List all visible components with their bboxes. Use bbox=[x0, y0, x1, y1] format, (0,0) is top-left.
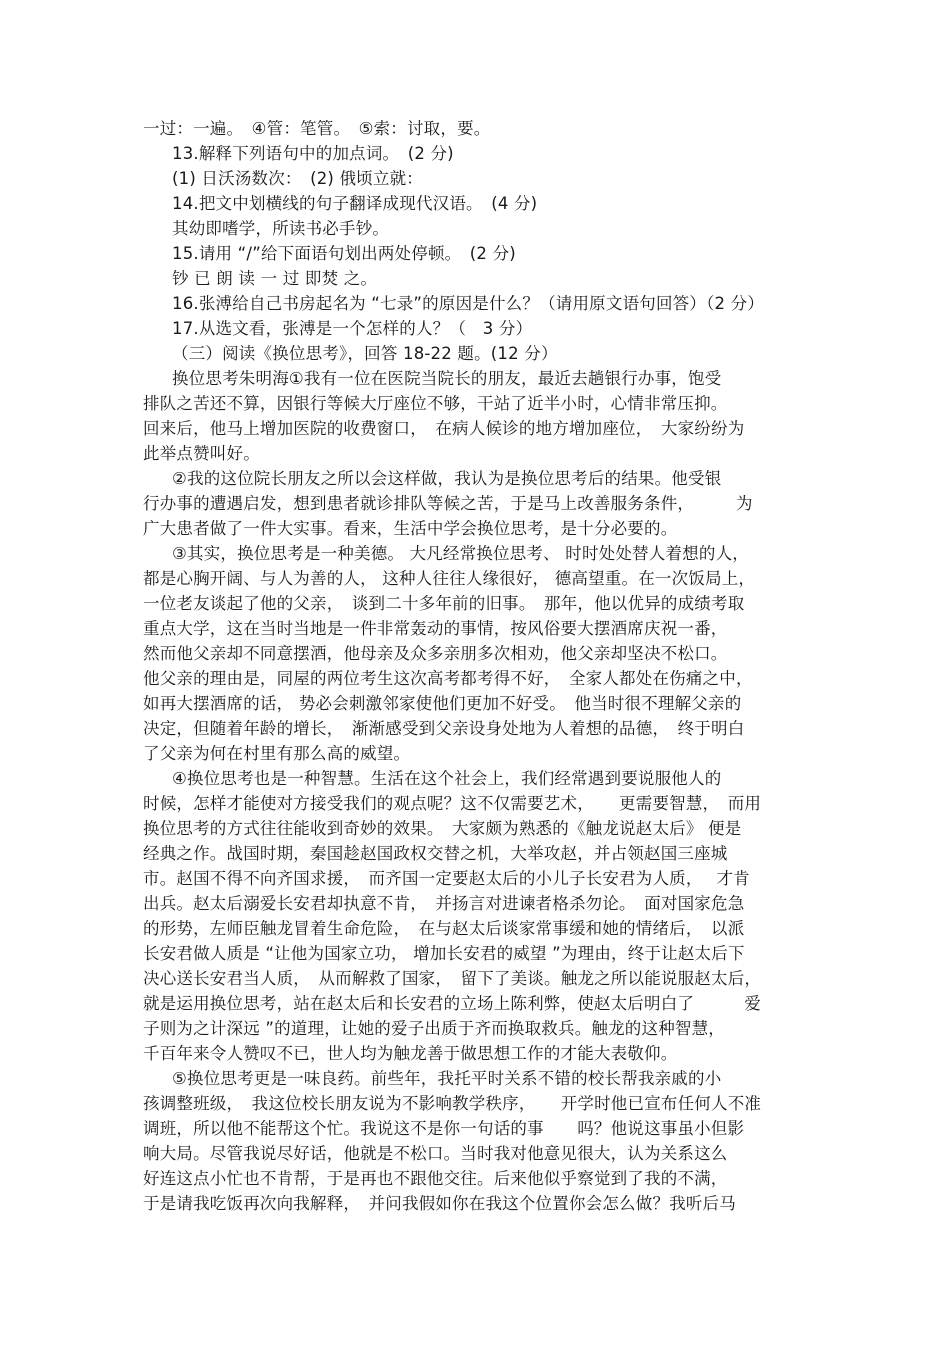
paragraph-line: 排队之苦还不算，因银行等候大厅座位不够，干站了近半小时，心情非常压抑。 bbox=[143, 394, 728, 413]
text-line: 其幼即嗜学，所读书必手钞。 bbox=[172, 219, 390, 238]
paragraph-line: 决心送长安君当人质， 从而解救了国家， 留下了美谈。触龙之所以能说服赵太后， bbox=[143, 969, 762, 988]
paragraph-line: ③其实，换位思考是一种美德。 大凡经常换位思考、 时时处处替人着想的人， bbox=[172, 544, 749, 563]
question-14: 14.把文中划横线的句子翻译成现代汉语。 (4 分) bbox=[172, 194, 538, 213]
paragraph-line: 重点大学，这在当时当地是一件非常轰动的事情，按风俗要大摆酒席庆祝一番， bbox=[143, 619, 728, 638]
paragraph-line: 了父亲为何在村里有那么高的威望。 bbox=[143, 744, 411, 763]
paragraph-line: ②我的这位院长朋友之所以会这样做，我认为是换位思考后的结果。他受银 bbox=[172, 469, 722, 488]
paragraph-line: 子则为之计深远 ”的道理，让她的爱子出质于齐而换取救兵。触龙的这种智慧， bbox=[143, 1019, 725, 1038]
paragraph-line: 市。赵国不得不向齐国求援， 而齐国一定要赵太后的小儿子长安君为人质， 才肯 bbox=[143, 869, 750, 888]
paragraph-line: ⑤换位思考更是一味良药。前些年，我托平时关系不错的校长帮我亲戚的小 bbox=[172, 1069, 722, 1088]
paragraph-line: 长安君做人质是 “让他为国家立功， 增加长安君的威望 ”为理由，终于让赵太后下 bbox=[143, 944, 745, 963]
paragraph-line: 好连这点小忙也不肯帮，于是再也不跟他交往。后来他似乎察觉到了我的不满， bbox=[143, 1169, 728, 1188]
paragraph-line: 出兵。赵太后溺爱长安君却执意不肯， 并扬言对进谏者格杀勿论。 面对国家危急 bbox=[143, 894, 745, 913]
paragraph-line: 决定，但随着年龄的增长， 渐渐感受到父亲设身处地为人着想的品德， 终于明白 bbox=[143, 719, 745, 738]
question-17: 17.从选文看，张溥是一个怎样的人？（ 3 分） bbox=[172, 319, 533, 338]
paragraph-line: 换位思考朱明海①我有一位在医院当院长的朋友，最近去趟银行办事，饱受 bbox=[172, 369, 722, 388]
paragraph-line: ④换位思考也是一种智慧。生活在这个社会上，我们经常遇到要说服他人的 bbox=[172, 769, 722, 788]
paragraph-line: 回来后，他马上增加医院的收费窗口， 在病人候诊的地方增加座位， 大家纷纷为 bbox=[143, 419, 745, 438]
section-heading: （三）阅读《换位思考》，回答 18-22 题。(12 分） bbox=[172, 344, 558, 363]
paragraph-line: 此举点赞叫好。 bbox=[143, 444, 260, 463]
paragraph-line: 时候，怎样才能使对方接受我们的观点呢？这不仅需要艺术， 更需要智慧， 而用 bbox=[143, 794, 762, 813]
paragraph-line: 然而他父亲却不同意摆酒，他母亲及众多亲朋多次相劝，他父亲却坚决不松口。 bbox=[143, 644, 728, 663]
question-13: 13.解释下列语句中的加点词。 (2 分) bbox=[172, 144, 454, 163]
paragraph-line: 响大局。尽管我说尽好话，他就是不松口。当时我对他意见很大，认为关系这么 bbox=[143, 1144, 728, 1163]
question-16: 16.张溥给自己书房起名为 “七录”的原因是什么？（请用原文语句回答）（2 分） bbox=[172, 294, 765, 313]
paragraph-line: 他父亲的理由是，同屋的两位考生这次高考都考得不好， 全家人都处在伤痛之中， bbox=[143, 669, 753, 688]
paragraph-line: 换位思考的方式往往能收到奇妙的效果。 大家颇为熟悉的《触龙说赵太后》 便是 bbox=[143, 819, 742, 838]
paragraph-line: 的形势，左师臣触龙冒着生命危险， 在与赵太后谈家常事缓和她的情绪后， 以派 bbox=[143, 919, 745, 938]
paragraph-line: 调班，所以他不能帮这个忙。我说这不是你一句话的事 吗？他说这事虽小但影 bbox=[143, 1119, 745, 1138]
text-line: (1) 日沃汤数次： (2) 俄顷立就： bbox=[172, 169, 423, 188]
text-line: 钞 已 朗 读 一 过 即焚 之。 bbox=[172, 269, 378, 288]
paragraph-line: 行办事的遭遇启发，想到患者就诊排队等候之苦，于是马上改善服务条件， 为 bbox=[143, 494, 753, 513]
paragraph-line: 孩调整班级， 我这位校长朋友说为不影响教学秩序， 开学时他已宣布任何人不准 bbox=[143, 1094, 762, 1113]
paragraph-line: 千百年来令人赞叹不已，世人均为触龙善于做思想工作的才能大表敬仰。 bbox=[143, 1044, 678, 1063]
paragraph-line: 于是请我吃饭再次向我解释， 并问我假如你在我这个位置你会怎么做？我听后马 bbox=[143, 1194, 736, 1213]
paragraph-line: 广大患者做了一件大实事。看来，生活中学会换位思考，是十分必要的。 bbox=[143, 519, 678, 538]
paragraph-line: 如再大摆酒席的话， 势必会刺激邻家使他们更加不好受。 他当时很不理解父亲的 bbox=[143, 694, 742, 713]
paragraph-line: 就是运用换位思考，站在赵太后和长安君的立场上陈利弊，使赵太后明白了 爱 bbox=[143, 994, 761, 1013]
question-15: 15.请用 “/”给下面语句划出两处停顿。 (2 分) bbox=[172, 244, 516, 263]
paragraph-line: 一位老友谈起了他的父亲， 谈到二十多年前的旧事。 那年，他以优异的成绩考取 bbox=[143, 594, 745, 613]
paragraph-line: 都是心胸开阔、与人为善的人， 这种人往往人缘很好， 德高望重。在一次饭局上， bbox=[143, 569, 756, 588]
paragraph-line: 经典之作。战国时期，秦国趁赵国政权交替之机，大举攻赵，并占领赵国三座城 bbox=[143, 844, 728, 863]
text-line: 一过：一遍。 ④管：笔管。 ⑤索：讨取，要。 bbox=[143, 119, 491, 138]
